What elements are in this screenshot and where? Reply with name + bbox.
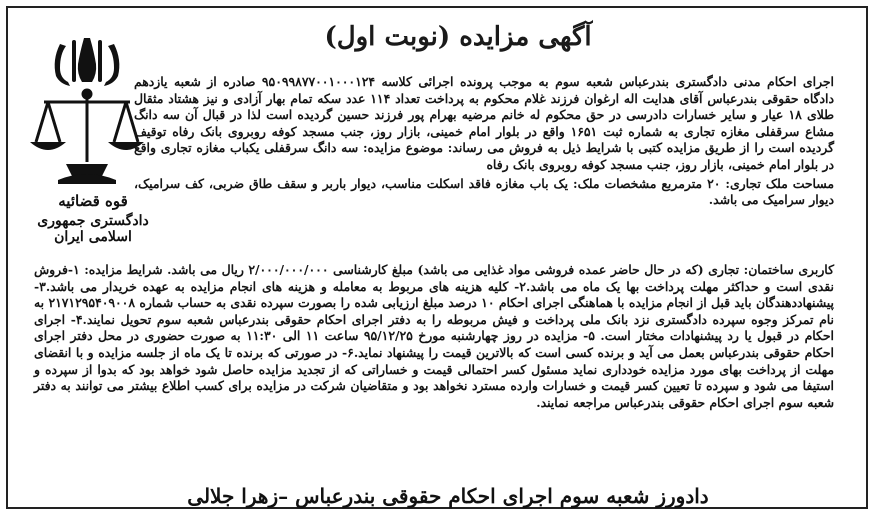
notice-body-upper [134,74,834,209]
paragraph-specs: مساحت ملک تجاری: ۲۰ مترمربع مشخصات ملک: یک باب مغازه فاقد اسکلت مناسب، دیوار باربر و سقف طاق ضربی، کف سرامیک، دیوار سرامیک می باشد. [134,175,834,208]
emblem-caption-judiciary: قوه قضائیه [58,192,128,210]
notice-title: آگهی مزایده (نوبت اول) [324,22,592,52]
notice-frame [6,6,868,509]
signature-line: دادورز شعبه سوم اجرای احکام حقوقی بندرعباس –زهرا جلالی [187,484,709,508]
paragraph-upper: اجرای احکام مدنی دادگستری بندرعباس شعبه سوم به موجب پرونده اجرائی کلاسه ۹۵۰۹۹۸۷۷۰۰۱۰۰۰۱۲۴ صادره از شعبه یازدهم دادگاه حقوقی بندرعباس آقای هدایت اله ارغوان فرزند غلام محکوم به پرداخت تعداد ۱۱۴ عدد سکه تمام بهار آزادی و نیز هشتاد مثقال طلای ۱۸ عیار و سایر خسارات دادرسی در حق محکوم له خانم مرضیه بهرام پور فرزند حسین گردیده است لذا در قبال آن سه دانگ مشاع سرقفلی مغازه تجاری به شماره ثبت ۱۶۵۱ واقع در بلوار امام خمینی، بازار روز، جنب مسجد کوفه روبروی بانک رفاه توقیف گردیده است را از طریق مزایده کتبی با شرایط ذیل به فروش می رساند: موضوع مزایده: سه دانگ سرقفلی یکباب مغازه تجاری واقع در بلوار امام خمینی، بازار روز، جنب مسجد کوفه روبروی بانک رفاه [134,74,835,172]
paragraph-conditions: کاربری ساختمان: تجاری (که در حال حاضر عمده فروشی مواد غذایی می باشد) مبلغ کارشناسی ۲/۰۰۰/۰۰۰/۰۰۰ ریال می باشد. شرایط مزایده: ۱-فروش نقدی است و حداکثر مهلت پرداخت بها یک ماه می باشد.۲- کلیه هزینه های مربوط به معامله و هزینه های انجام مزایده به عهده خریدار می باشد.۳- پیشنهاددهندگان باید قبل از انجام مزایده با هماهنگی اجرای احکام ۱۰ درصد مبلغ ارزیابی شده را بصورت سپرده نقدی به حساب شماره ۲۱۷۱۲۹۵۴۰۹۰۰۸ به نام تمرکز وجوه سپرده دادگستری نزد بانک ملی پرداخت و فیش مربوطه را به دفتر اجرای احکام حقوقی بندرعباس شعبه سوم تحویل نمایند.۴- اجرای احکام در قبول یا رد پیشنهادات مختار است. ۵- مزایده در روز چهارشنبه مورخ ۹۵/۱۲/۲۵ ساعت ۱۱ الی ۱۱:۳۰ به صورت حضوری در محل دفتر اجرای احکام حقوقی بندرعباس بعمل می آید و برنده کسی است که بالاترین قیمت را پیشنهاد نماید.۶- در صورتی که برنده تا یک ماه از جلسه مزایده و با انقضای مهلت از پرداخت بهای مورد مزایده خودداری نماید مسئول کسر احتمالی قیمت و خساراتی که از تجدید مزایده حاصل شود خواهد بود که بدوا از سپرده و استیفا می شود و سپرده تا تعیین کسر قیمت و خسارات وارده مسترد نخواهد بود و متقاضیان شرکت در مزایده برای کسب اطلاع بیشتر می توانند به دفتر شعبه سوم اجرای احکام حقوقی بندرعباس مراجعه نمایند. [34,262,834,410]
emblem-caption-court: دادگستری جمهوری اسلامی ایران [37,213,149,245]
iran-emblem-scales-icon [22,30,152,190]
notice-body-lower [34,262,834,411]
